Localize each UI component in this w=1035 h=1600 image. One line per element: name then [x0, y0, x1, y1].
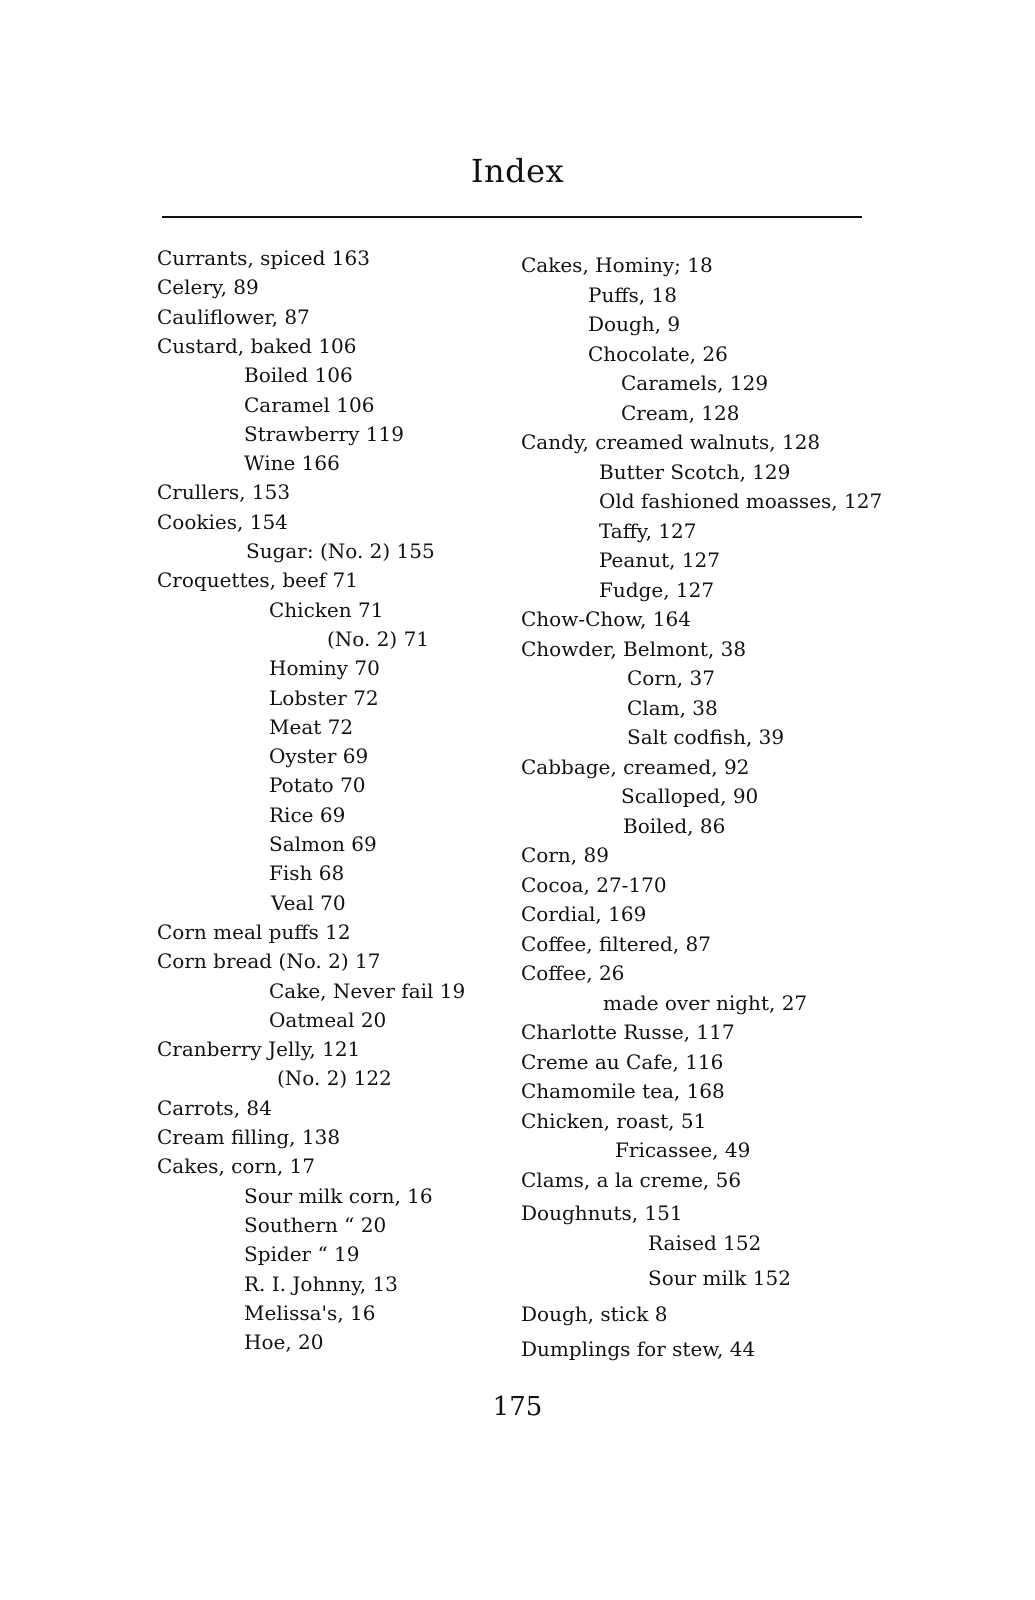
index-entry: Hoe, 20	[244, 1330, 324, 1355]
index-entry: Peanut, 127	[599, 548, 721, 572]
index-entry: Charlotte Russe, 117	[521, 1020, 735, 1044]
index-entry: (No. 2) 71	[327, 626, 430, 651]
index-entry: Sour milk corn, 16	[244, 1183, 433, 1208]
index-entry: Candy, creamed walnuts, 128	[521, 430, 821, 454]
index-entry: Melissa's, 16	[244, 1300, 376, 1325]
index-entry: Salt codfish, 39	[627, 725, 785, 749]
index-entry: Salmon 69	[269, 832, 377, 856]
index-entry: Celery, 89	[157, 275, 259, 300]
index-entry: Coffee, 26	[521, 961, 625, 985]
index-entry: Caramels, 129	[621, 371, 769, 395]
index-entry: Cranberry Jelly, 121	[157, 1037, 361, 1062]
index-entry: Potato 70	[269, 773, 366, 798]
index-entry: Veal 70	[271, 890, 346, 915]
index-entry: Fish 68	[269, 861, 345, 886]
index-entry: Chicken 71	[269, 597, 384, 622]
index-entry: Cookies, 154	[157, 509, 288, 534]
index-entry: Cordial, 169	[521, 902, 647, 926]
index-entry: Cakes, corn, 17	[157, 1154, 316, 1179]
index-entry: Cocoa, 27-170	[521, 872, 667, 897]
index-entry: Chow-Chow, 164	[521, 607, 691, 631]
index-entry: Wine 166	[244, 451, 340, 476]
index-entry: Sugar: (No. 2) 155	[246, 539, 435, 563]
index-entry: Cream filling, 138	[157, 1125, 341, 1149]
title-rule	[162, 216, 862, 218]
index-entry: Carrots, 84	[157, 1095, 272, 1120]
index-entry: Oyster 69	[269, 744, 369, 769]
index-entry: Southern “ 20	[244, 1212, 387, 1237]
page-number: 175	[492, 1392, 543, 1422]
index-entry: made over night, 27	[603, 990, 808, 1015]
index-entry: Dough, 9	[588, 312, 681, 336]
index-entry: Corn bread (No. 2) 17	[157, 949, 381, 974]
index-entry: Cake, Never fail 19	[269, 978, 466, 1003]
index-entry: Butter Scotch, 129	[599, 459, 791, 484]
index-entry: Taffy, 127	[599, 518, 697, 543]
index-entry: Chowder, Belmont, 38	[521, 636, 747, 661]
index-entry: Boiled, 86	[623, 813, 726, 838]
index-entry: Crullers, 153	[157, 480, 291, 505]
index-entry: Hominy 70	[269, 656, 380, 681]
index-entry: Cauliflower, 87	[157, 304, 310, 329]
index-entry: Coffee, filtered, 87	[521, 931, 711, 956]
index-entry: Old fashioned moasses, 127	[599, 489, 883, 513]
index-entry: Currants, spiced 163	[157, 246, 370, 270]
index-entry: Rice 69	[269, 802, 346, 827]
index-entry: Corn meal puffs 12	[157, 919, 351, 944]
index-entry: (No. 2) 122	[277, 1066, 392, 1091]
index-entry: Cakes, Hominy; 18	[521, 253, 713, 277]
index-entry: Chamomile tea, 168	[521, 1079, 725, 1103]
index-entry: Oatmeal 20	[269, 1007, 387, 1032]
index-entry: Clam, 38	[627, 695, 718, 720]
index-entry: Caramel 106	[244, 392, 375, 417]
index-entry: Meat 72	[269, 714, 354, 739]
index-entry: Croquettes, beef 71	[157, 568, 358, 593]
index-entry: Clams, a la creme, 56	[521, 1167, 742, 1192]
index-entry: Lobster 72	[269, 685, 379, 710]
index-entry: Raised 152	[648, 1230, 762, 1255]
index-entry: Corn, 89	[521, 843, 609, 867]
index-entry: Fricassee, 49	[615, 1138, 751, 1162]
index-entry: Cream, 128	[621, 400, 740, 425]
index-entry: Chocolate, 26	[588, 341, 728, 366]
index-entry: Scalloped, 90	[621, 784, 759, 808]
page-title: Index	[470, 152, 565, 190]
index-entry: Dough, stick 8	[521, 1301, 668, 1326]
index-entry: R. I. Johnny, 13	[244, 1271, 398, 1296]
index-entry: Puffs, 18	[588, 282, 677, 307]
index-entry: Spider “ 19	[244, 1242, 360, 1267]
index-entry: Cabbage, creamed, 92	[521, 754, 750, 779]
index-entry: Chicken, roast, 51	[521, 1108, 707, 1133]
index-entry: Creme au Cafe, 116	[521, 1049, 724, 1074]
index-entry: Dumplings for stew, 44	[521, 1337, 756, 1361]
index-entry: Custard, baked 106	[157, 333, 357, 358]
index-entry: Boiled 106	[244, 363, 353, 388]
index-entry: Fudge, 127	[599, 577, 715, 602]
index-entry: Strawberry 119	[244, 421, 404, 446]
index-entry: Sour milk 152	[648, 1266, 791, 1290]
index-entry: Doughnuts, 151	[521, 1201, 683, 1225]
index-entry: Corn, 37	[627, 666, 715, 690]
